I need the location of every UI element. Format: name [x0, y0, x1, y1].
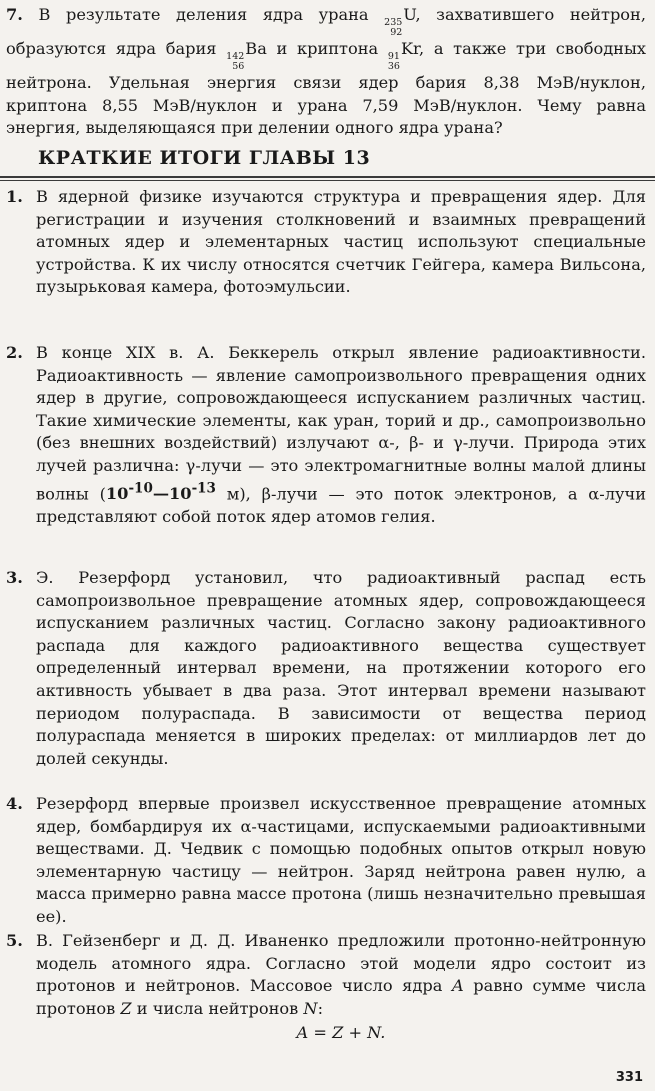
summary-item-4 — [6, 793, 646, 930]
exponent: -10 — [128, 480, 153, 497]
item-text: В. Гейзенберг и Д. Д. Иваненко предложили протонно-нейтронную модель атомного ядра. Согласно этой модели ядро состоит из протонов и нейтронов. Массовое число ядра — [36, 931, 646, 996]
summary-item-2 — [6, 342, 646, 567]
summary-item-5 — [6, 930, 646, 1070]
problem-text-part: и криптона — [266, 39, 388, 58]
var-a: A — [451, 976, 464, 996]
item-number: 4. — [6, 794, 23, 813]
krypton-symbol: Kr — [400, 39, 420, 58]
uranium-symbol: U — [403, 5, 416, 24]
section-heading: КРАТКИЕ ИТОГИ ГЛАВЫ 13 — [38, 147, 371, 169]
item-text: В конце XIX в. А. Беккерель открыл явление радиоактивности. Радиоактивность — явление самопроизвольного превращения одних ядер в другие, сопровождающееся испусканием различных частиц. Такие химические элементы, как уран, торий и др., самопроизвольно (без внешних воздействий) излучают α-, β- и γ-лучи. Природа этих лучей различна: γ-лучи — это электромагнитные волны малой длины волны ( — [36, 343, 646, 503]
var-n: N — [303, 998, 318, 1018]
heading-divider — [0, 176, 655, 178]
summary-item-1 — [6, 186, 646, 342]
item-number: 2. — [6, 343, 23, 362]
item-text: : — [317, 998, 324, 1018]
page-number: 331 — [615, 1070, 643, 1085]
mass-number-formula: A = Z + N. — [296, 1023, 386, 1043]
heading-divider-thin — [0, 180, 655, 181]
problem-text-part: В результате деления ядра урана — [38, 5, 385, 24]
item-text: Э. Резерфорд установил, что радиоактивный распад есть самопроизвольное превращение атомных ядер, сопровождающееся испусканием различных частиц. Согласно закону радиоактивного распада для каждого радиоактивного вещества существует определенный интервал времени, на протяжении которого его активность убывает в два раза. Этот интервал времени называют периодом полураспада. В зависимости от вещества период полураспада меняется в широких пределах: от миллиардов лет до долей секунды. — [36, 568, 646, 768]
summary-list — [6, 186, 646, 1070]
barium-symbol: Ba — [245, 39, 267, 58]
item-number: 1. — [6, 187, 23, 206]
item-text: В ядерной физике изучаются структура и превращения ядер. Для регистрации и изучения столкновений и взаимных превращений атомных ядер и элементарных частиц используют специальные устройства. К их числу относятся счетчик Гейгера, камера Вильсона, пузырьковая камера, фотоэмульсии. — [36, 187, 646, 297]
krypton-indices: 91 36 — [387, 51, 400, 72]
item-number: 5. — [6, 931, 23, 950]
problem-7 — [6, 4, 646, 140]
problem-number: 7. — [6, 5, 23, 24]
item-number: 3. — [6, 568, 23, 587]
item-text: Резерфорд впервые произвел искусственное превращение атомных ядер, бомбардируя их α-частицами, испускаемыми радиоактивными веществами. Д. Чедвик с помощью подобных опытов открыл новую элементарную частицу — нейтрон. Заряд нейтрона равен нулю, а масса примерно равна массе протона (лишь незначительно превышая ее). — [36, 794, 646, 926]
var-z: Z — [120, 998, 132, 1018]
problem-text-part: , захватившего нейтрон, образуются ядра бария — [6, 5, 646, 58]
item-text: м), β-лучи — это поток электронов, а α-лучи представляют собой поток ядер атомов гелия. — [36, 483, 646, 526]
power-base: 10 — [105, 483, 129, 503]
item-text: и числа нейтронов — [131, 998, 304, 1018]
summary-item-3 — [6, 567, 646, 793]
exponent: -13 — [191, 480, 216, 497]
item-text: равно сумме числа протонов — [36, 976, 646, 1018]
problem-text-part: , а также три свободных нейтрона. Удельная энергия связи ядер бария 8,38 МэВ/нуклон, криптона 8,55 МэВ/нуклон и урана 7,59 МэВ/нуклон. Чему равна энергия, выделяющаяся при делении одного ядра урана? — [6, 39, 646, 138]
range-dash: — — [152, 483, 170, 503]
power-base: 10 — [169, 483, 192, 503]
uranium-indices: 235 92 — [384, 17, 403, 38]
barium-indices: 142 56 — [226, 51, 245, 72]
